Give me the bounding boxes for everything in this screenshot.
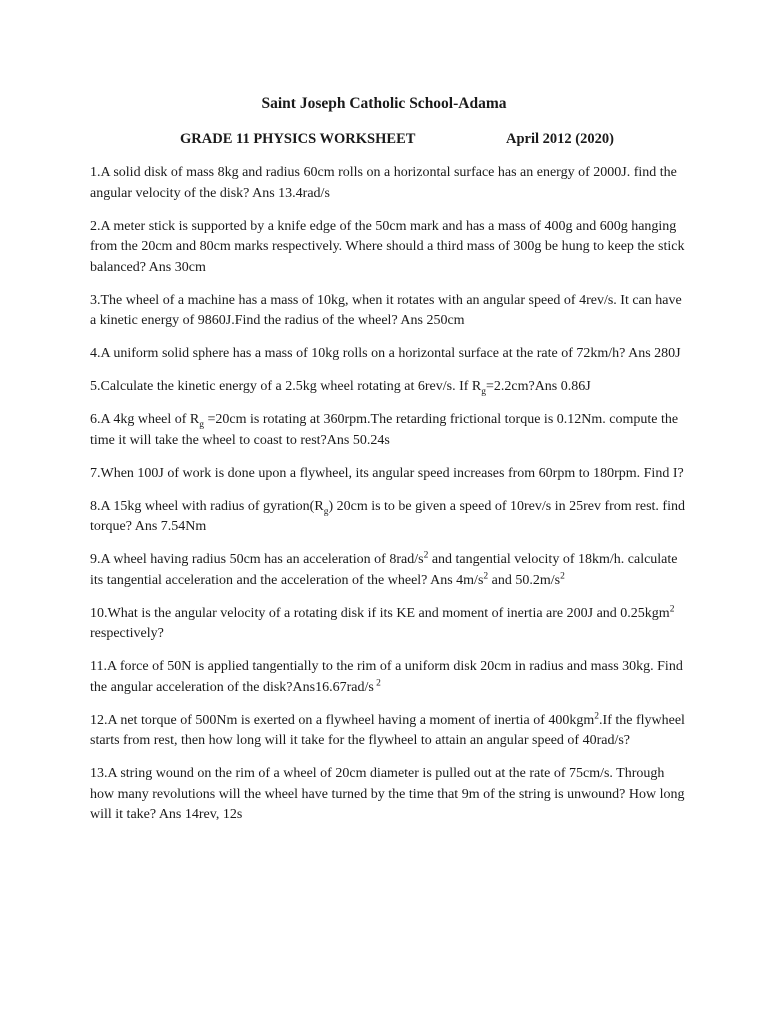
question-9-superscript-3: 2 <box>560 570 565 581</box>
question-9 <box>90 550 690 591</box>
question-6-text-b: =20cm is rotating at 360rpm.The retarding frictional torque is 0.12Nm. compute the time it will take the wheel to coast to rest?Ans 50.24s <box>90 412 679 448</box>
question-2: 2.A meter stick is supported by a knife edge of the 50cm mark and has a mass of 400g and 600g hanging from the 20cm and 80cm marks respectively. Where should a third mass of 300g be hung to keep the stick balanced? Ans 30cm <box>90 218 685 275</box>
question-6-text-a: 6.A 4kg wheel of R <box>90 412 200 427</box>
worksheet-title: GRADE 11 PHYSICS WORKSHEET <box>180 131 416 147</box>
question-5-text-b: =2.2cm?Ans 0.86J <box>485 379 591 394</box>
question-6-subscript: g <box>199 419 205 430</box>
question-8-text-b: ) 20cm is to be given a speed of 10rev/s in 25rev from rest. find torque? Ans 7.54Nm <box>90 498 685 534</box>
question-5-text-a: 5.Calculate the kinetic energy of a 2.5kg wheel rotating at 6rev/s. If R <box>90 379 482 394</box>
question-12-text-b: .If the flywheel starts from rest, then how long will it take for the flywheel to attain an angular speed of 40rad/s? <box>90 712 685 748</box>
question-7: 7.When 100J of work is done upon a flywheel, its angular speed increases from 60rpm to 180rpm. Find I? <box>90 465 684 481</box>
question-9-text-a: 9.A wheel having radius 50cm has an acceleration of 8rad/s <box>90 552 424 567</box>
question-9-superscript-2: 2 <box>483 570 489 581</box>
question-4: 4.A uniform solid sphere has a mass of 10kg rolls on a horizontal surface at the rate of 72km/h? Ans 280J <box>90 346 681 361</box>
question-3: 3.The wheel of a machine has a mass of 10kg, when it rotates with an angular speed of 4rev/s. It can have a kinetic energy of 9860J.Find the radius of the wheel? Ans 250cm <box>90 292 682 328</box>
question-5-subscript: g <box>481 386 486 397</box>
question-12-superscript: 2 <box>594 710 600 721</box>
question-5 <box>90 377 690 398</box>
question-10-text-b: respectively? <box>90 626 164 641</box>
question-6 <box>90 410 690 451</box>
question-10-superscript: 2 <box>669 603 675 614</box>
question-13: 13.A string wound on the rim of a wheel of 20cm diameter is pulled out at the rate of 75cm/s. Through how many revolutions will the wheel have turned by the time that 9m of the string is unwound? How long will it take? Ans 14rev, 12s <box>90 766 685 822</box>
question-10-text-a: 10.What is the angular velocity of a rotating disk if its KE and moment of inertia are 200J and 0.25kgm <box>90 605 670 621</box>
question-list <box>90 163 690 838</box>
question-8 <box>90 497 690 538</box>
question-9-text-c: and 50.2m/s <box>488 572 561 588</box>
question-8-subscript: g <box>323 506 329 517</box>
question-11-superscript: 2 <box>373 677 381 688</box>
school-title: Saint Joseph Catholic School-Adama <box>261 95 507 112</box>
question-1: 1.A solid disk of mass 8kg and radius 60cm rolls on a horizontal surface has an energy of 2000J. find the angular velocity of the disk? Ans 13.4rad/s <box>90 165 677 201</box>
worksheet-date: April 2012 (2020) <box>506 131 614 147</box>
question-8-text-a: 8.A 15kg wheel with radius of gyration(R <box>90 498 324 514</box>
question-11-text-a: 11.A force of 50N is applied tangentially to the rim of a uniform disk 20cm in radius and mass 30kg. Find the angular acceleration of the disk?Ans16.67rad/s <box>90 659 683 695</box>
question-12 <box>90 711 690 752</box>
question-11 <box>90 657 690 698</box>
question-12-text-a: 12.A net torque of 500Nm is exerted on a flywheel having a moment of inertia of 400kgm <box>90 712 595 728</box>
question-10 <box>90 604 690 645</box>
question-9-superscript-1: 2 <box>423 550 429 561</box>
question-9-text-b: and tangential velocity of 18km/h. calculate its tangential acceleration and the acceleration of the wheel? Ans 4m/s <box>90 552 678 588</box>
